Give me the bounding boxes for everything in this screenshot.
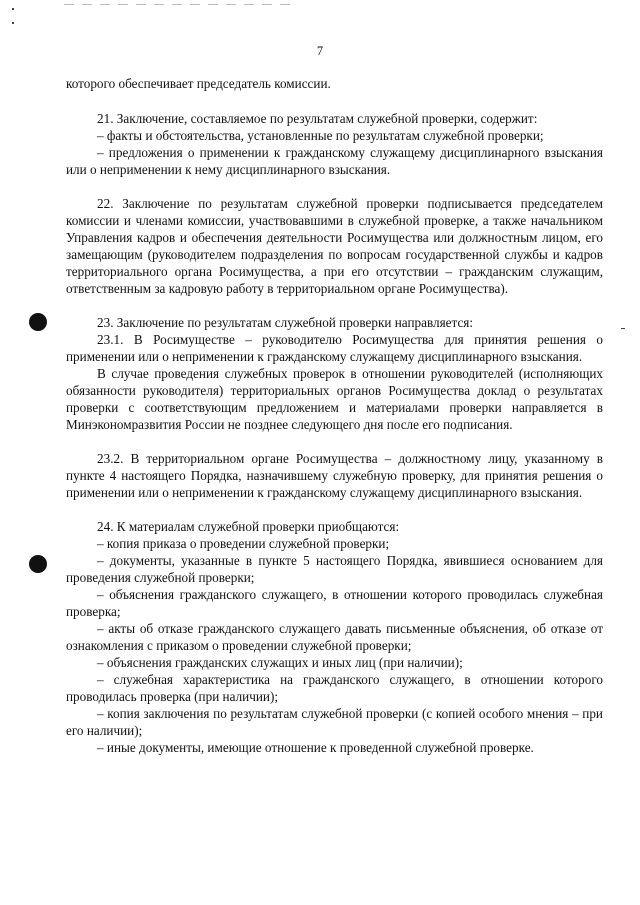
paragraph-24-item-4: – акты об отказе гражданского служащего давать письменные объяснения, об отказе от ознакомления с приказом о проведении служебной проверки; [66,621,603,653]
paragraph-23-2: 23.2. В территориальном органе Росимущества – должностному лицу, указанному в пункте 4 настоящего Порядка, назначившему служебную проверку, для принятия решения о применении или о неприменении к гражданскому служащему дисциплинарного взыскания. [66,451,603,500]
paragraph-21-heading: 21. Заключение, составляемое по результатам служебной проверки, содержит: [97,111,538,126]
page-number: 7 [316,44,324,58]
paragraph-spacer [66,92,603,110]
scan-top-strip [64,4,294,5]
scan-side-tick [621,328,625,329]
punch-hole-upper [29,313,47,331]
paragraph-spacer [66,178,603,195]
paragraph-24-heading: 24. К материалам служебной проверки приобщаются: [97,519,400,534]
paragraph-21-item-1: – факты и обстоятельства, установленные по результатам служебной проверки; [97,128,544,143]
paragraph-24-item-3: – объяснения гражданского служащего, в отношении которого проводилась служебная проверка; [66,587,603,619]
paragraph-spacer [66,297,603,314]
paragraph-24-item-8: – иные документы, имеющие отношение к проведенной служебной проверке. [97,740,534,755]
paragraph-24-item-2: – документы, указанные в пункте 5 настоящего Порядка, явившиеся основанием для проведения служебной проверки; [66,553,603,585]
paragraph-23-heading: 23. Заключение по результатам служебной проверки направляется: [97,315,474,330]
paragraph-24-item-5: – объяснения гражданских служащих и иных лиц (при наличии); [97,655,463,670]
paragraph-22: 22. Заключение по результатам служебной проверки подписывается председателем комиссии и членами комиссии, участвовавшими в служебной проверке, а также начальником Управления кадров и обеспечения деятельности Росимущества или должностным лицом, его замещающим (руководителем подразделения по вопросам государственной службы и кадров территориального органа Росимущества, а при его отсутствии – гражданским служащим, ответственным за кадровую работу в территориальном органе Росимущества). [66,196,603,296]
punch-hole-lower [29,555,47,573]
paragraph-spacer [66,501,603,518]
paragraph-24-item-1: – копия приказа о проведении служебной проверки; [97,536,390,551]
paragraph-continuation: которого обеспечивает председатель комиссии. [66,76,331,91]
paragraph-spacer [66,433,603,450]
paragraph-24-item-7: – копия заключения по результатам служебной проверки (с копией особого мнения – при его наличии); [66,706,603,738]
paragraph-24-item-6: – служебная характеристика на гражданского служащего, в отношении которого проводилась проверка (при наличии); [66,672,603,704]
paragraph-23-1: 23.1. В Росимуществе – руководителю Росимущества для принятия решения о применении или о неприменении к гражданскому служащему дисциплинарного взыскания. [66,332,603,364]
paragraph-21-item-2: – предложения о применении к гражданскому служащему дисциплинарного взыскания или о неприменении к нему дисциплинарного взыскания. [66,145,603,177]
document-body [66,75,603,756]
scan-dot-mark [12,8,14,10]
paragraph-23-1-case: В случае проведения служебных проверок в отношении руководителей (исполняющих обязанности руководителя) территориальных органов Росимущества доклад о результатах проверки с соответствующим предложением и материалами проверки направляется в Минэкономразвития России не позднее следующего дня после его подписания. [66,366,603,432]
